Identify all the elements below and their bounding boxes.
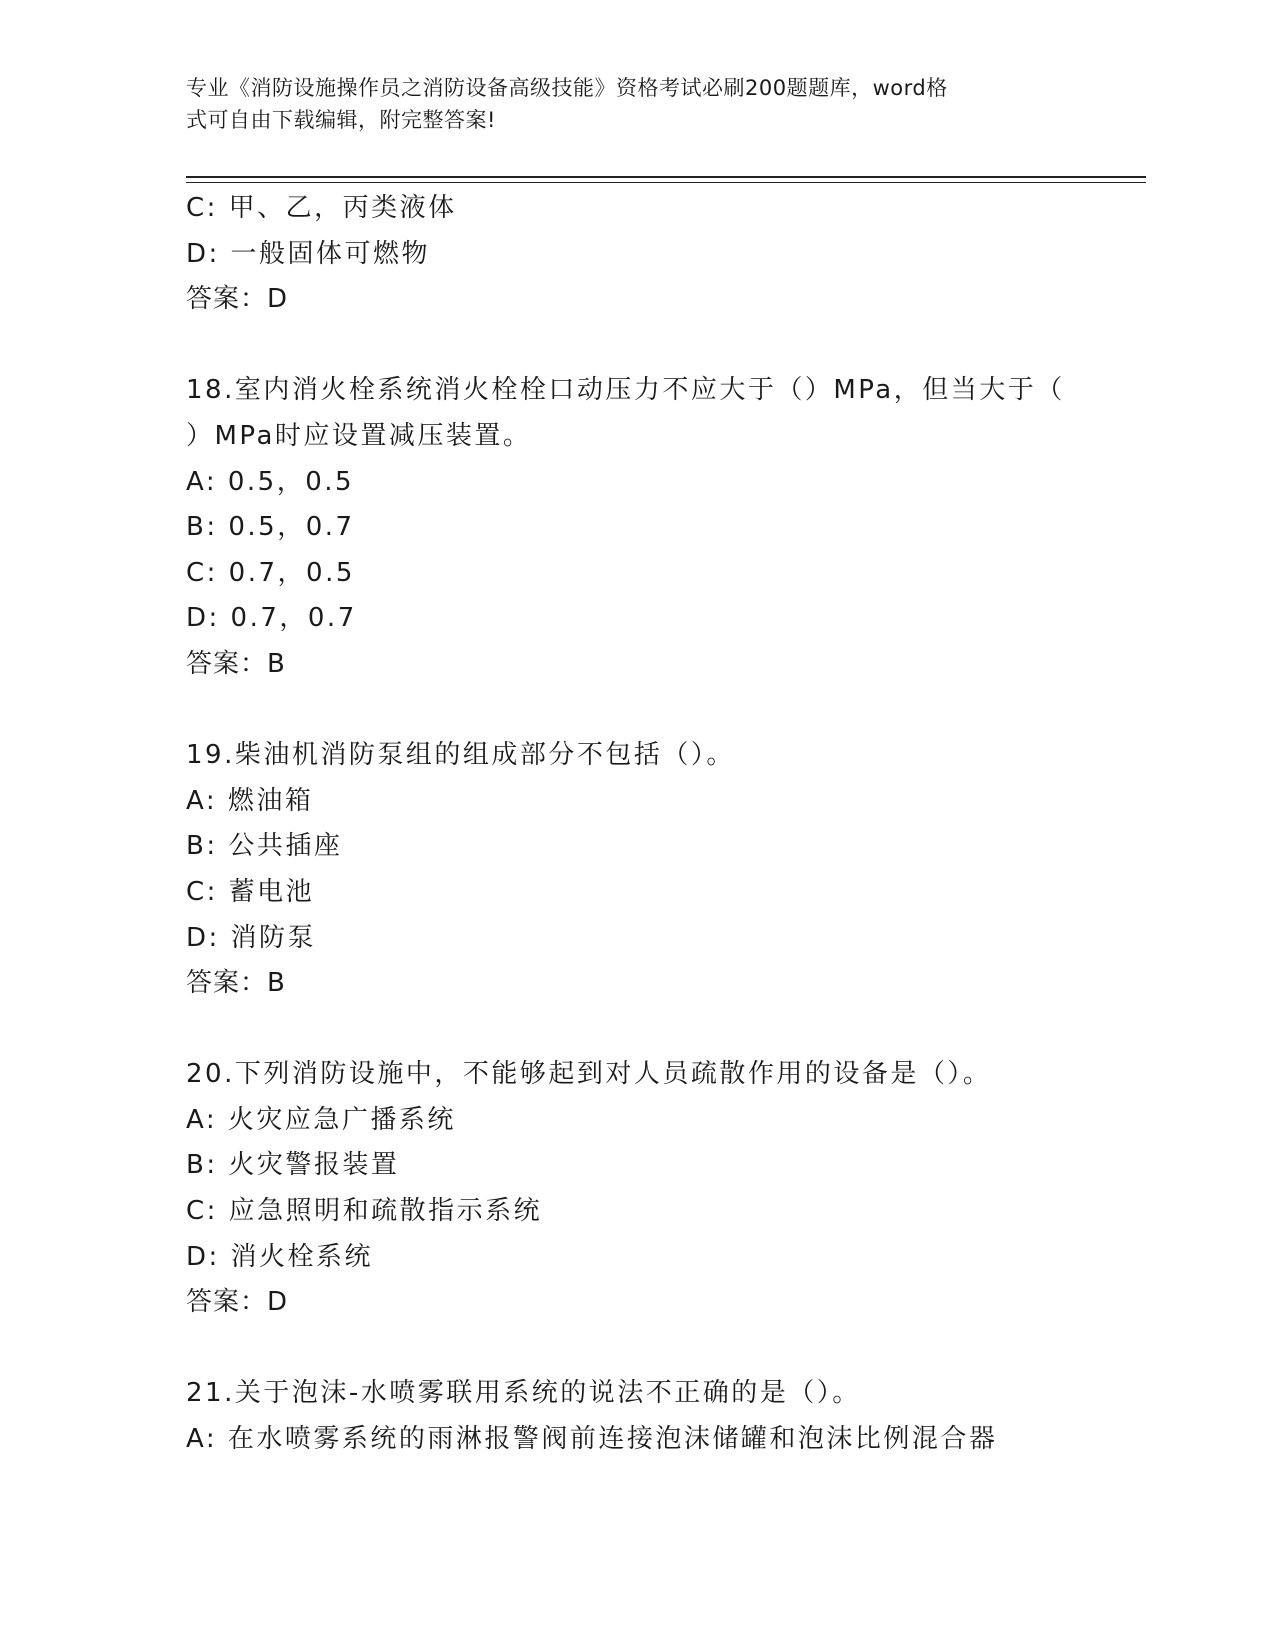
spacer — [186, 688, 1146, 734]
q17-option-c: C: 甲、乙，丙类液体 — [186, 193, 457, 223]
q19-stem: 19.柴油机消防泵组的组成部分不包括（）。 — [186, 740, 735, 771]
q18-option-b: B: 0.5，0.7 — [186, 512, 355, 543]
q18-stem-line-2: ）MPa时应设置减压装置。 — [186, 420, 532, 451]
q19-option-d: D: 消防泵 — [186, 922, 317, 953]
spacer — [186, 323, 1146, 369]
q19-option-c: C: 蓄电池 — [186, 876, 315, 907]
q18-option-a: A: 0.5，0.5 — [186, 466, 355, 497]
document-header — [186, 72, 1066, 136]
spacer — [186, 1326, 1146, 1372]
header-rule-thin — [186, 182, 1146, 183]
q20-stem: 20.下列消防设施中，不能够起到对人员疏散作用的设备是（）。 — [186, 1059, 992, 1090]
header-line-1: 专业《消防设施操作员之消防设备高级技能》资格考试必刷200题题库，word格 — [186, 76, 948, 100]
q17-answer: 答案：D — [186, 284, 289, 315]
q19-option-a: A: 燃油箱 — [186, 785, 314, 816]
q21-option-a: A: 在水喷雾系统的雨淋报警阀前连接泡沫储罐和泡沫比例混合器 — [186, 1424, 998, 1455]
q19-answer: 答案：B — [186, 968, 286, 999]
q17-option-d: D: 一般固体可燃物 — [186, 238, 431, 269]
q18-answer: 答案：B — [186, 648, 286, 679]
q20-option-d: D: 消火栓系统 — [186, 1241, 374, 1272]
q18-option-d: D: 0.7，0.7 — [186, 603, 357, 634]
q19-option-b: B: 公共插座 — [186, 831, 343, 862]
q20-option-c: C: 应急照明和疏散指示系统 — [186, 1196, 543, 1227]
header-rule-thick — [186, 176, 1146, 178]
header-line-2: 式可自由下载编辑，附完整答案! — [186, 108, 496, 132]
q18-option-c: C: 0.7，0.5 — [186, 557, 355, 588]
q20-answer: 答案：D — [186, 1287, 289, 1318]
q20-option-a: A: 火灾应急广播系统 — [186, 1104, 456, 1135]
q18-stem-line-1: 18.室内消火栓系统消火栓栓口动压力不应大于（）MPa，但当大于（ — [186, 375, 1065, 406]
spacer — [186, 1007, 1146, 1053]
q21-stem: 21.关于泡沫-水喷雾联用系统的说法不正确的是（）。 — [186, 1378, 861, 1409]
q20-option-b: B: 火灾警报装置 — [186, 1150, 400, 1181]
question-list — [186, 186, 1146, 1463]
